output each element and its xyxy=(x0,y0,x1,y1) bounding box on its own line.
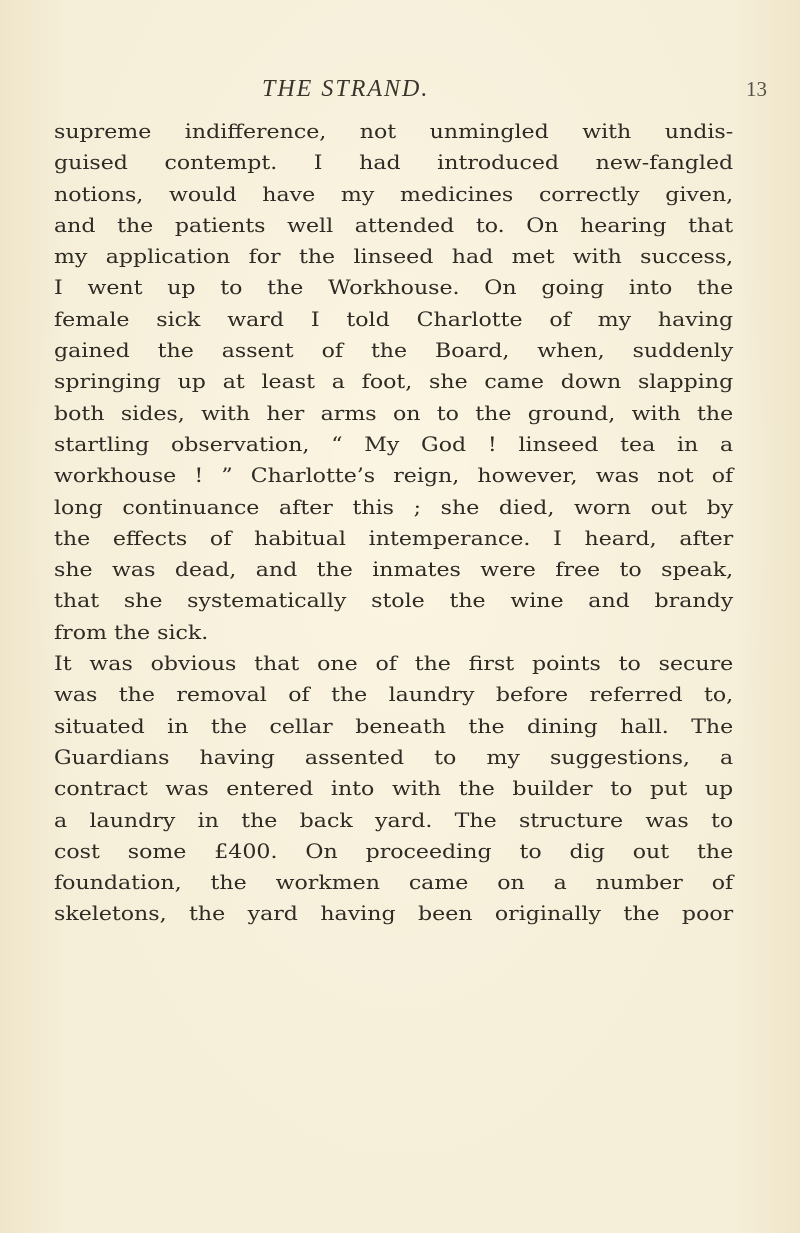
running-head xyxy=(0,76,800,106)
text-line: she was dead, and the inmates were free to speak, xyxy=(54,558,734,582)
text-line: my application for the linseed had met with success, xyxy=(54,245,734,269)
body-text xyxy=(54,116,733,930)
text-line: skeletons, the yard having been originally the poor xyxy=(54,902,734,926)
text-line: startling observation, “ My God ! linseed tea in a xyxy=(54,432,734,456)
text-line: I went up to the Workhouse. On going into the xyxy=(54,276,734,300)
text-line: foundation, the workmen came on a number of xyxy=(54,871,734,895)
text-line: guised contempt. I had introduced new-fangled xyxy=(54,151,734,175)
text-line: a laundry in the back yard. The structure was to xyxy=(54,808,734,832)
text-line: Guardians having assented to my suggestions, a xyxy=(54,745,734,769)
text-line: workhouse ! ” Charlotte’s reign, however, was not of xyxy=(54,464,734,488)
text-line: both sides, with her arms on to the ground, with the xyxy=(54,401,734,425)
running-title: THE STRAND. xyxy=(262,76,430,102)
text-line: situated in the cellar beneath the dining hall. The xyxy=(54,714,734,738)
text-line: cost some £400. On proceeding to dig out the xyxy=(54,839,734,863)
page-number: 13 xyxy=(746,77,767,101)
text-line: and the patients well attended to. On hearing that xyxy=(54,213,734,237)
text-line: supreme indifference, not unmingled with undis- xyxy=(54,120,734,143)
text-line: notions, would have my medicines correctly given, xyxy=(54,182,734,206)
text-line: contract was entered into with the builder to put up xyxy=(54,777,734,801)
text-line: gained the assent of the Board, when, suddenly xyxy=(54,339,734,363)
text-line: that she systematically stole the wine and brandy xyxy=(54,589,734,613)
text-line: was the removal of the laundry before referred to, xyxy=(54,683,734,707)
text-line: springing up at least a foot, she came down slapping xyxy=(54,370,734,394)
paragraph-end-line: from the sick. xyxy=(54,620,209,644)
paragraph-start-line: It was obvious that one of the first points to secure xyxy=(54,652,734,676)
text-line: female sick ward I told Charlotte of my having xyxy=(54,307,734,331)
text-line: long continuance after this ; she died, worn out by xyxy=(54,495,734,519)
text-line: the effects of habitual intemperance. I heard, after xyxy=(54,526,734,550)
